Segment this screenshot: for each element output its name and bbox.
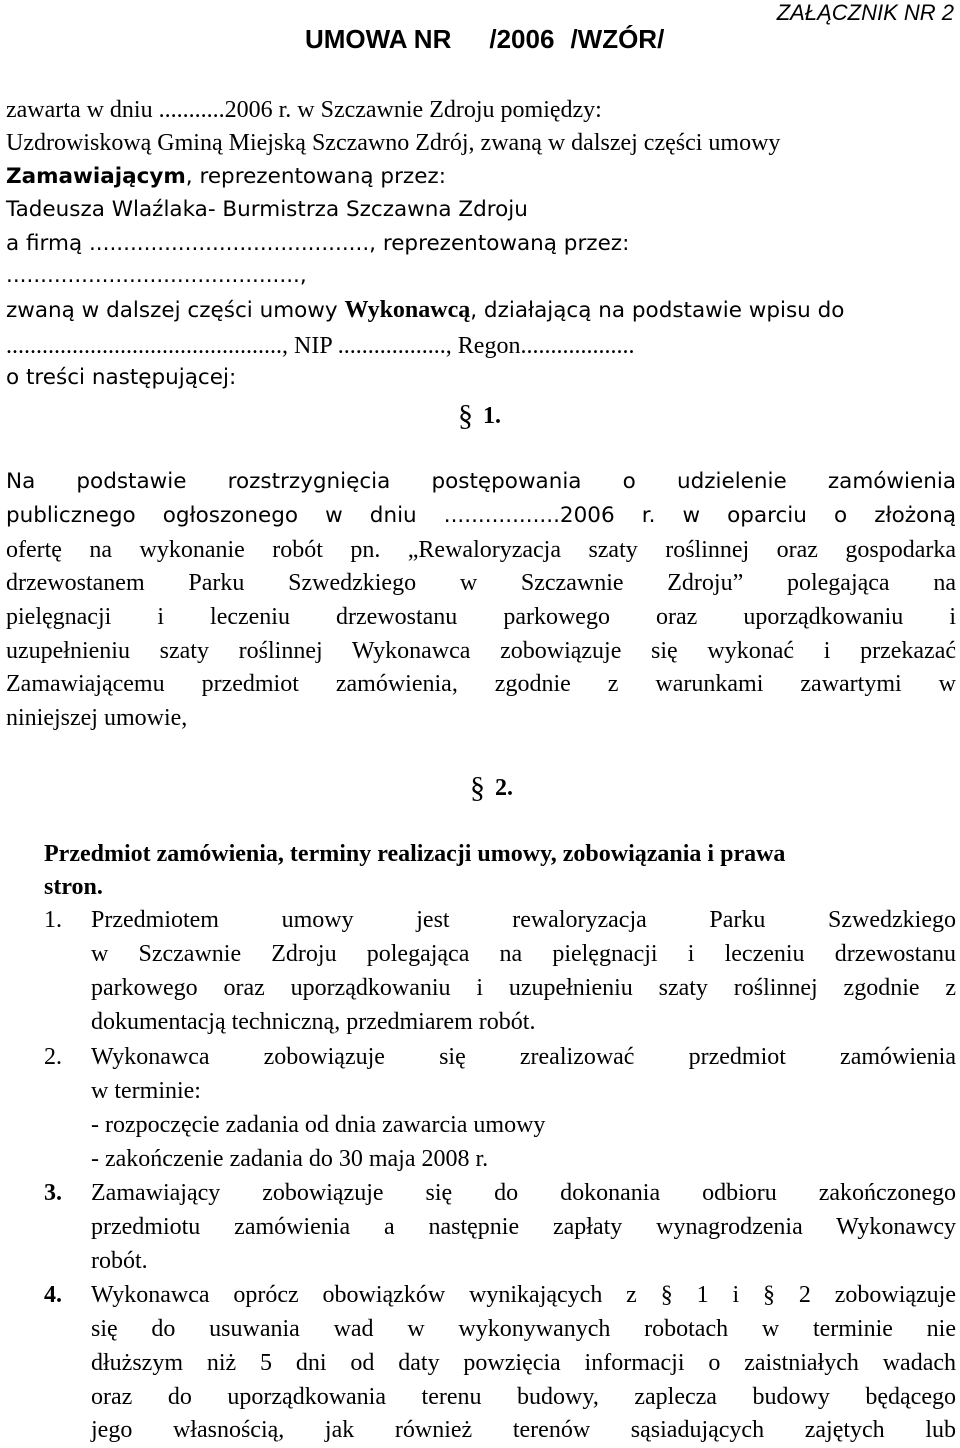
intro-line-company-rep: ...........................................,	[6, 263, 307, 288]
item-number: 4.	[44, 1282, 62, 1308]
ordering-party-term: Zamawiającym	[6, 164, 186, 189]
title-year: /2006	[489, 24, 555, 54]
intro-line-representative: Tadeusza Wlaźlaka- Burmistrza Szczawna Zdroju	[6, 197, 528, 222]
item-line: się do usuwania wad w wykonywanych robotach w terminie nie	[91, 1316, 956, 1342]
item-number: 1.	[44, 907, 62, 933]
section-1-line: Na podstawie rozstrzygnięcia postępowania o udzielenie zamówienia	[6, 469, 956, 494]
section-1-line: drzewostanem Parku Szwedzkiego w Szczawnie Zdroju” polegająca na	[6, 570, 956, 596]
item-line: Wykonawca oprócz obowiązków wynikających z § 1 i § 2 zobowiązuje	[91, 1282, 956, 1308]
intro-line-date: zawarta w dniu ...........2006 r. w Szczawnie Zdroju pomiędzy:	[6, 97, 602, 123]
item-line: - zakończenie zadania do 30 maja 2008 r.	[91, 1146, 489, 1172]
intro-line-company: a firmą ........................................., reprezentowaną przez:	[6, 231, 630, 256]
intro-line-contractor	[6, 294, 956, 327]
item-line: oraz do uporządkowania terenu budowy, zaplecza budowy będącego	[91, 1384, 956, 1410]
item-line: dokumentacją techniczną, przedmiarem robót.	[91, 1009, 536, 1035]
section-1-line: pielęgnacji i leczeniu drzewostanu parkowego oraz uporządkowaniu i	[6, 604, 956, 630]
section-1-line: ofertę na wykonanie robót pn. „Rewaloryzacja szaty roślinnej oraz gospodarka	[6, 537, 956, 563]
section-1-line: niniejszej umowie,	[6, 705, 188, 731]
item-line: Zamawiający zobowiązuje się do dokonania odbioru zakończonego	[91, 1180, 956, 1206]
item-number: 3.	[44, 1180, 62, 1206]
paragraph-symbol-1: §	[458, 399, 473, 432]
item-line: - rozpoczęcie zadania od dnia zawarcia umowy	[91, 1112, 546, 1138]
section-1-number: 1.	[483, 403, 501, 429]
intro-line-content: o treści następującej:	[6, 365, 237, 390]
item-line: przedmiotu zamówienia a następnie zapłaty wynagrodzenia Wykonawcy	[91, 1214, 956, 1240]
intro-line-ordering-party	[6, 160, 956, 193]
item-line: Wykonawca zobowiązuje się zrealizować przedmiot zamówienia	[91, 1044, 956, 1070]
document-title	[305, 24, 664, 55]
item-line: parkowego oraz uporządkowaniu i uzupełnieniu szaty roślinnej zgodnie z	[91, 975, 956, 1001]
section-1-line: Zamawiającemu przedmiot zamówienia, zgodnie z warunkami zawartymi w	[6, 671, 956, 697]
intro-line-party-a: Uzdrowiskową Gminą Miejską Szczawno Zdrój, zwaną w dalszej części umowy	[6, 130, 781, 156]
item-line: jego własnością, jak również terenów sąsiadujących zajętych lub	[91, 1417, 956, 1443]
section-1-line: uzupełnieniu szaty roślinnej Wykonawca zobowiązuje się wykonać i przekazać	[6, 638, 956, 664]
contractor-term: Wykonawcą	[344, 297, 471, 323]
ordering-party-rest: , reprezentowaną przez:	[185, 164, 446, 189]
contractor-pre: zwaną w dalszej części umowy	[6, 298, 345, 323]
title-template: /WZÓR/	[570, 24, 665, 54]
section-1-line: publicznego ogłoszonego w dniu .................2006 r. w oparciu o złożoną	[6, 503, 956, 528]
item-line: w terminie:	[91, 1078, 201, 1104]
section-2-title-cont: stron.	[44, 874, 103, 900]
section-1-heading	[458, 398, 501, 432]
item-number: 2.	[44, 1044, 62, 1070]
section-2-title: Przedmiot zamówienia, terminy realizacji umowy, zobowiązania i prawa	[44, 841, 786, 867]
item-line: robót.	[91, 1248, 148, 1274]
title-label: UMOWA NR	[305, 24, 452, 54]
intro-line-registry: .............................................., NIP .................., Regon...................	[6, 333, 635, 359]
item-line: Przedmiotem umowy jest rewaloryzacja Parku Szwedzkiego	[91, 907, 956, 933]
section-2-number: 2.	[495, 775, 513, 801]
paragraph-symbol-2: §	[470, 771, 485, 804]
section-2-heading	[470, 770, 513, 804]
item-line: dłuższym niż 5 dni od daty powzięcia informacji o zaistniałych wadach	[91, 1350, 956, 1376]
annex-label: ZAŁĄCZNIK NR 2	[776, 0, 954, 25]
contractor-post: , działającą na podstawie wpisu do	[470, 298, 845, 323]
item-line: w Szczawnie Zdroju polegająca na pielęgnacji i leczeniu drzewostanu	[91, 941, 956, 967]
